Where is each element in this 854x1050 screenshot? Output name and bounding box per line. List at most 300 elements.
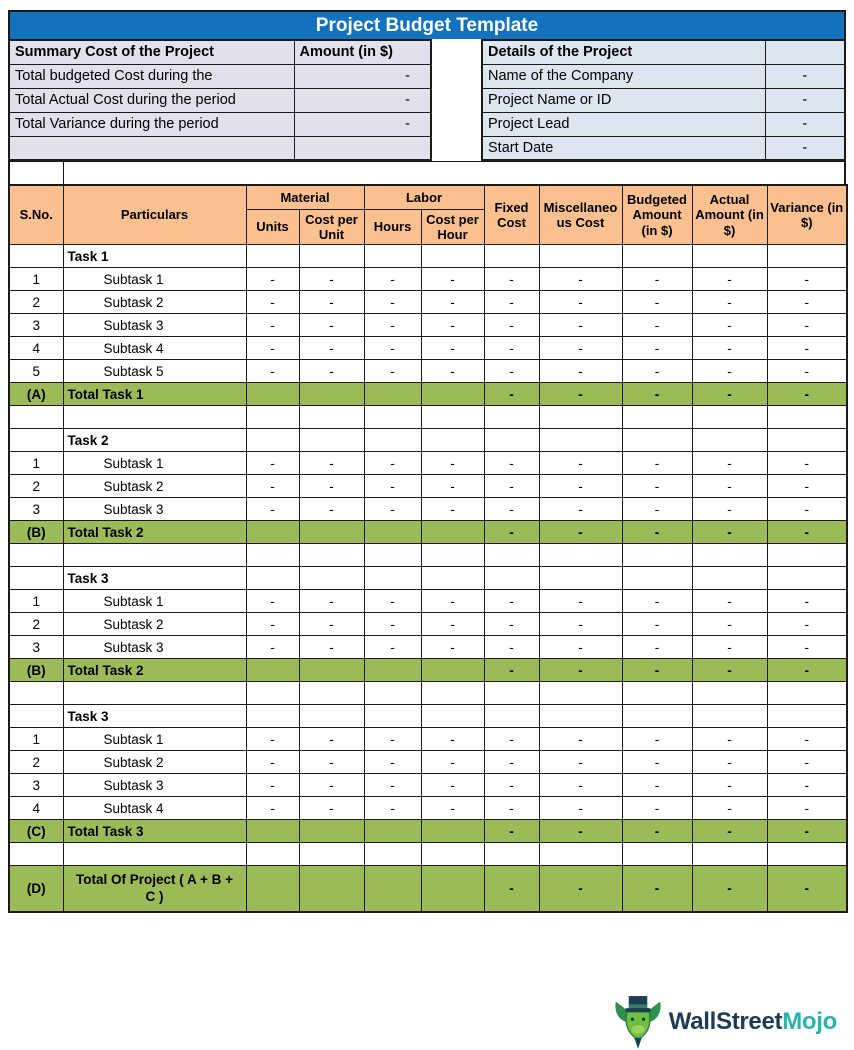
cell-value[interactable]: - [246, 613, 299, 636]
cell-value[interactable]: - [484, 360, 539, 383]
cell-value[interactable]: - [622, 475, 692, 498]
cell-value[interactable]: - [539, 751, 622, 774]
cell-value[interactable]: - [246, 360, 299, 383]
cell-value[interactable]: - [539, 383, 622, 406]
summary-row-value[interactable] [294, 136, 431, 160]
cell-sno: 2 [9, 475, 63, 498]
cell-value[interactable]: - [299, 797, 364, 820]
cell-value[interactable]: - [622, 774, 692, 797]
cell-value[interactable]: - [299, 291, 364, 314]
cell-value[interactable] [692, 429, 767, 452]
cell-value[interactable] [622, 429, 692, 452]
cell-value[interactable]: - [246, 797, 299, 820]
cell-empty [246, 682, 299, 705]
cell-value[interactable] [421, 383, 484, 406]
cell-empty [767, 682, 847, 705]
cell-value[interactable] [484, 705, 539, 728]
subtask-row [9, 613, 847, 636]
cell-value[interactable]: - [421, 751, 484, 774]
cell-value[interactable]: - [692, 268, 767, 291]
cell-task-label: Task 3 [63, 705, 246, 728]
cell-value[interactable] [421, 820, 484, 843]
cell-value[interactable]: - [767, 590, 847, 613]
cell-value[interactable]: - [421, 337, 484, 360]
cell-sno [9, 705, 63, 728]
cell-value[interactable]: - [622, 820, 692, 843]
cell-value[interactable]: - [364, 475, 421, 498]
budget-table-body [9, 245, 847, 912]
cell-value[interactable]: - [246, 291, 299, 314]
cell-value[interactable]: - [539, 659, 622, 682]
cell-value[interactable]: - [767, 452, 847, 475]
cell-value[interactable] [299, 383, 364, 406]
summary-row-value[interactable]: - [294, 112, 431, 136]
cell-sno [9, 429, 63, 452]
cell-value[interactable] [421, 567, 484, 590]
cell-empty [622, 544, 692, 567]
cell-value[interactable]: - [622, 452, 692, 475]
cell-value[interactable]: - [364, 728, 421, 751]
spacer-row [9, 406, 847, 429]
cell-subtask-label: Subtask 3 [63, 314, 246, 337]
cell-value[interactable]: - [246, 774, 299, 797]
subtask-row [9, 268, 847, 291]
cell-value[interactable]: - [364, 337, 421, 360]
cell-empty [484, 544, 539, 567]
cell-value[interactable]: - [299, 475, 364, 498]
subtask-row [9, 452, 847, 475]
cell-value[interactable]: - [364, 797, 421, 820]
cell-subtask-label: Subtask 2 [63, 751, 246, 774]
details-header-value [765, 40, 845, 64]
cell-value[interactable]: - [767, 268, 847, 291]
cell-value[interactable]: - [484, 797, 539, 820]
cell-value[interactable] [421, 659, 484, 682]
separator-first-cell [10, 162, 64, 184]
cell-value[interactable] [364, 820, 421, 843]
cell-value[interactable]: - [484, 268, 539, 291]
cell-value[interactable]: - [246, 590, 299, 613]
cell-value[interactable]: - [767, 774, 847, 797]
cell-value[interactable]: - [246, 268, 299, 291]
cell-value[interactable]: - [421, 636, 484, 659]
cell-value[interactable] [364, 659, 421, 682]
cell-value[interactable] [299, 245, 364, 268]
cell-value[interactable]: - [421, 360, 484, 383]
cell-value[interactable]: - [299, 613, 364, 636]
cell-empty [63, 843, 246, 866]
cell-total-label: Total Task 1 [63, 383, 246, 406]
cell-value[interactable]: - [539, 590, 622, 613]
cell-subtask-label: Subtask 1 [63, 452, 246, 475]
cell-value[interactable]: - [484, 613, 539, 636]
cell-value[interactable]: - [692, 820, 767, 843]
cell-value[interactable]: - [246, 636, 299, 659]
cell-value[interactable]: - [539, 360, 622, 383]
cell-value[interactable] [622, 567, 692, 590]
cell-value[interactable]: - [539, 728, 622, 751]
page-title: Project Budget Template [8, 10, 846, 39]
cell-value[interactable]: - [622, 590, 692, 613]
cell-value[interactable]: - [421, 452, 484, 475]
cell-value[interactable]: - [692, 521, 767, 544]
cell-value[interactable]: - [767, 866, 847, 912]
cell-value[interactable] [767, 429, 847, 452]
cell-value[interactable]: - [692, 728, 767, 751]
cell-empty [364, 406, 421, 429]
col-header-variance: Variance (in $) [767, 185, 847, 245]
cell-value[interactable]: - [767, 360, 847, 383]
col-header-sno: S.No. [9, 185, 63, 245]
cell-value[interactable]: - [539, 498, 622, 521]
cell-value[interactable]: - [421, 797, 484, 820]
cell-value[interactable]: - [421, 475, 484, 498]
cell-value[interactable]: - [364, 314, 421, 337]
cell-value[interactable]: - [246, 751, 299, 774]
cell-value[interactable] [246, 567, 299, 590]
details-row-label: Start Date [482, 136, 765, 160]
cell-value[interactable]: - [767, 291, 847, 314]
summary-row-label: Total budgeted Cost during the [9, 64, 294, 88]
cell-value[interactable]: - [484, 820, 539, 843]
cell-value[interactable] [539, 705, 622, 728]
cell-value[interactable] [246, 383, 299, 406]
cell-value[interactable]: - [767, 659, 847, 682]
cell-value[interactable]: - [364, 452, 421, 475]
cell-value[interactable] [539, 245, 622, 268]
cell-value[interactable] [299, 521, 364, 544]
subtask-row [9, 360, 847, 383]
col-group-labor: Labor [364, 185, 484, 209]
summary-row-label: Total Variance during the period [9, 112, 294, 136]
cell-value[interactable]: - [692, 590, 767, 613]
cell-value[interactable]: - [622, 360, 692, 383]
cell-value[interactable]: - [246, 475, 299, 498]
cell-value[interactable]: - [692, 498, 767, 521]
cell-empty [421, 682, 484, 705]
cell-value[interactable] [364, 245, 421, 268]
cell-value[interactable]: - [484, 590, 539, 613]
cell-value[interactable]: - [299, 636, 364, 659]
cell-value[interactable] [484, 245, 539, 268]
cell-value[interactable]: - [539, 521, 622, 544]
cell-empty [539, 406, 622, 429]
summary-row-value[interactable]: - [294, 64, 431, 88]
cell-value[interactable]: - [484, 728, 539, 751]
cell-sno: 4 [9, 337, 63, 360]
cell-value[interactable]: - [692, 751, 767, 774]
cell-value[interactable]: - [622, 797, 692, 820]
cell-value[interactable] [246, 245, 299, 268]
cell-value[interactable] [692, 705, 767, 728]
cell-value[interactable]: - [767, 475, 847, 498]
cell-value[interactable]: - [421, 728, 484, 751]
cell-value[interactable]: - [622, 659, 692, 682]
cell-value[interactable]: - [539, 774, 622, 797]
cell-value[interactable]: - [484, 383, 539, 406]
cell-sno: 2 [9, 613, 63, 636]
cell-sno: 1 [9, 728, 63, 751]
cell-value[interactable] [246, 866, 299, 912]
cell-value[interactable]: - [299, 314, 364, 337]
cell-value[interactable]: - [767, 820, 847, 843]
cell-value[interactable]: - [692, 452, 767, 475]
cell-value[interactable] [421, 705, 484, 728]
subtask-row [9, 797, 847, 820]
cell-empty [539, 843, 622, 866]
cell-empty [484, 406, 539, 429]
cell-value[interactable]: - [622, 383, 692, 406]
summary-row-value[interactable]: - [294, 88, 431, 112]
cell-value[interactable]: - [767, 498, 847, 521]
cell-value[interactable]: - [622, 751, 692, 774]
cell-value[interactable]: - [692, 866, 767, 912]
cell-value[interactable]: - [484, 337, 539, 360]
cell-value[interactable]: - [539, 866, 622, 912]
cell-value[interactable]: - [692, 475, 767, 498]
cell-value[interactable]: - [484, 636, 539, 659]
cell-value[interactable]: - [622, 521, 692, 544]
cell-value[interactable] [299, 429, 364, 452]
cell-value[interactable]: - [421, 291, 484, 314]
cell-value[interactable] [622, 245, 692, 268]
cell-value[interactable]: - [767, 337, 847, 360]
cell-value[interactable] [421, 521, 484, 544]
cell-value[interactable] [622, 705, 692, 728]
cell-value[interactable]: - [299, 268, 364, 291]
cell-value[interactable]: - [364, 590, 421, 613]
cell-value[interactable]: - [299, 337, 364, 360]
cell-value[interactable]: - [622, 636, 692, 659]
cell-value[interactable]: - [484, 751, 539, 774]
cell-value[interactable] [421, 866, 484, 912]
cell-value[interactable]: - [484, 659, 539, 682]
cell-value[interactable] [364, 866, 421, 912]
cell-empty [364, 843, 421, 866]
cell-value[interactable]: - [622, 866, 692, 912]
cell-sno: 3 [9, 314, 63, 337]
cell-empty [246, 843, 299, 866]
cell-sno: (C) [9, 820, 63, 843]
cell-empty [63, 682, 246, 705]
cell-empty [63, 544, 246, 567]
cell-value[interactable]: - [622, 291, 692, 314]
subtask-row [9, 475, 847, 498]
cell-subtask-label: Subtask 3 [63, 636, 246, 659]
cell-value[interactable]: - [692, 659, 767, 682]
cell-value[interactable]: - [692, 636, 767, 659]
cell-value[interactable] [539, 567, 622, 590]
cell-value[interactable]: - [421, 498, 484, 521]
cell-value[interactable]: - [622, 613, 692, 636]
cell-task-label: Task 2 [63, 429, 246, 452]
cell-value[interactable]: - [364, 498, 421, 521]
cell-value[interactable] [299, 820, 364, 843]
cell-value[interactable]: - [484, 475, 539, 498]
cell-value[interactable]: - [767, 521, 847, 544]
cell-value[interactable]: - [364, 636, 421, 659]
cell-value[interactable]: - [622, 268, 692, 291]
cell-value[interactable] [421, 245, 484, 268]
task-label-row [9, 245, 847, 268]
cell-value[interactable]: - [299, 452, 364, 475]
cell-empty [9, 682, 63, 705]
cell-sno: 3 [9, 636, 63, 659]
cell-value[interactable]: - [539, 452, 622, 475]
col-group-material: Material [246, 185, 364, 209]
cell-value[interactable] [421, 429, 484, 452]
cell-value[interactable] [484, 429, 539, 452]
cell-value[interactable] [246, 705, 299, 728]
details-row-value[interactable]: - [765, 88, 845, 112]
subtask-row [9, 728, 847, 751]
cell-value[interactable]: - [767, 383, 847, 406]
cell-value[interactable]: - [484, 866, 539, 912]
cell-value[interactable]: - [246, 498, 299, 521]
cell-value[interactable]: - [539, 314, 622, 337]
cell-value[interactable]: - [421, 613, 484, 636]
cell-value[interactable] [246, 429, 299, 452]
cell-empty [63, 406, 246, 429]
cell-subtask-label: Subtask 3 [63, 774, 246, 797]
cell-value[interactable]: - [299, 751, 364, 774]
cell-value[interactable]: - [246, 452, 299, 475]
cell-value[interactable]: - [539, 475, 622, 498]
cell-task-label: Task 1 [63, 245, 246, 268]
cell-value[interactable]: - [364, 774, 421, 797]
cell-value[interactable]: - [767, 797, 847, 820]
cell-value[interactable]: - [364, 268, 421, 291]
cell-sno: (B) [9, 659, 63, 682]
cell-value[interactable]: - [299, 360, 364, 383]
cell-value[interactable]: - [539, 797, 622, 820]
cell-value[interactable]: - [767, 728, 847, 751]
details-row-value[interactable]: - [765, 136, 845, 160]
cell-value[interactable]: - [421, 590, 484, 613]
cell-value[interactable]: - [767, 613, 847, 636]
cell-value[interactable] [299, 567, 364, 590]
cell-value[interactable] [692, 567, 767, 590]
cell-value[interactable] [299, 866, 364, 912]
cell-value[interactable]: - [767, 314, 847, 337]
cell-value[interactable]: - [692, 314, 767, 337]
cell-value[interactable]: - [299, 728, 364, 751]
cell-value[interactable]: - [622, 728, 692, 751]
cell-value[interactable]: - [484, 452, 539, 475]
cell-value[interactable]: - [692, 797, 767, 820]
cell-value[interactable]: - [421, 268, 484, 291]
cell-value[interactable]: - [364, 613, 421, 636]
brand-text-primary: WallStreet [668, 1008, 783, 1035]
cell-value[interactable] [767, 567, 847, 590]
cell-empty [484, 843, 539, 866]
cell-value[interactable]: - [299, 498, 364, 521]
subtask-row [9, 774, 847, 797]
cell-value[interactable]: - [484, 521, 539, 544]
cell-sno: 1 [9, 590, 63, 613]
cell-value[interactable]: - [692, 360, 767, 383]
cell-value[interactable]: - [484, 774, 539, 797]
cell-value[interactable]: - [364, 360, 421, 383]
details-row-value[interactable]: - [765, 112, 845, 136]
cell-subtask-label: Subtask 2 [63, 613, 246, 636]
col-header-misc-cost: Miscellaneous Cost [539, 185, 622, 245]
cell-value[interactable]: - [299, 590, 364, 613]
cell-value[interactable]: - [692, 613, 767, 636]
cell-value[interactable] [246, 659, 299, 682]
cell-value[interactable] [364, 429, 421, 452]
cell-value[interactable]: - [484, 498, 539, 521]
cell-value[interactable]: - [622, 314, 692, 337]
cell-value[interactable] [364, 521, 421, 544]
cell-value[interactable]: - [539, 636, 622, 659]
cell-value[interactable] [767, 705, 847, 728]
cell-value[interactable] [299, 705, 364, 728]
cell-value[interactable]: - [622, 498, 692, 521]
cell-empty [767, 544, 847, 567]
cell-value[interactable] [364, 383, 421, 406]
cell-value[interactable]: - [539, 268, 622, 291]
cell-value[interactable]: - [484, 291, 539, 314]
cell-sno: (A) [9, 383, 63, 406]
cell-value[interactable] [539, 429, 622, 452]
cell-value[interactable]: - [692, 383, 767, 406]
cell-value[interactable]: - [421, 314, 484, 337]
cell-value[interactable]: - [539, 820, 622, 843]
cell-value[interactable]: - [622, 337, 692, 360]
cell-value[interactable]: - [421, 774, 484, 797]
cell-value[interactable]: - [299, 774, 364, 797]
cell-value[interactable]: - [364, 751, 421, 774]
cell-value[interactable] [364, 567, 421, 590]
cell-value[interactable] [692, 245, 767, 268]
cell-value[interactable]: - [767, 751, 847, 774]
cell-value[interactable] [364, 705, 421, 728]
cell-subtask-label: Subtask 1 [63, 268, 246, 291]
col-header-fixed-cost: Fixed Cost [484, 185, 539, 245]
cell-task-label: Task 3 [63, 567, 246, 590]
project-details-table [481, 39, 846, 161]
cell-empty [692, 682, 767, 705]
cell-value[interactable]: - [692, 774, 767, 797]
col-header-budgeted-amount: Budgeted Amount (in $) [622, 185, 692, 245]
subtask-row [9, 498, 847, 521]
cell-value[interactable] [767, 245, 847, 268]
cell-value[interactable]: - [246, 728, 299, 751]
cell-value[interactable]: - [539, 291, 622, 314]
subtask-row [9, 337, 847, 360]
cell-value[interactable]: - [246, 337, 299, 360]
cell-empty [299, 406, 364, 429]
spacer-row [9, 544, 847, 567]
cell-value[interactable] [246, 521, 299, 544]
cell-value[interactable] [246, 820, 299, 843]
details-row-value[interactable]: - [765, 64, 845, 88]
summary-row-label [9, 136, 294, 160]
cell-value[interactable]: - [364, 291, 421, 314]
cell-value[interactable]: - [246, 314, 299, 337]
cell-sno: 2 [9, 291, 63, 314]
cell-value[interactable]: - [767, 636, 847, 659]
cell-value[interactable] [484, 567, 539, 590]
cell-value[interactable]: - [692, 337, 767, 360]
cell-value[interactable]: - [539, 613, 622, 636]
cell-value[interactable]: - [539, 337, 622, 360]
task-label-row [9, 567, 847, 590]
cell-value[interactable]: - [692, 291, 767, 314]
cell-value[interactable]: - [484, 314, 539, 337]
cell-value[interactable] [299, 659, 364, 682]
